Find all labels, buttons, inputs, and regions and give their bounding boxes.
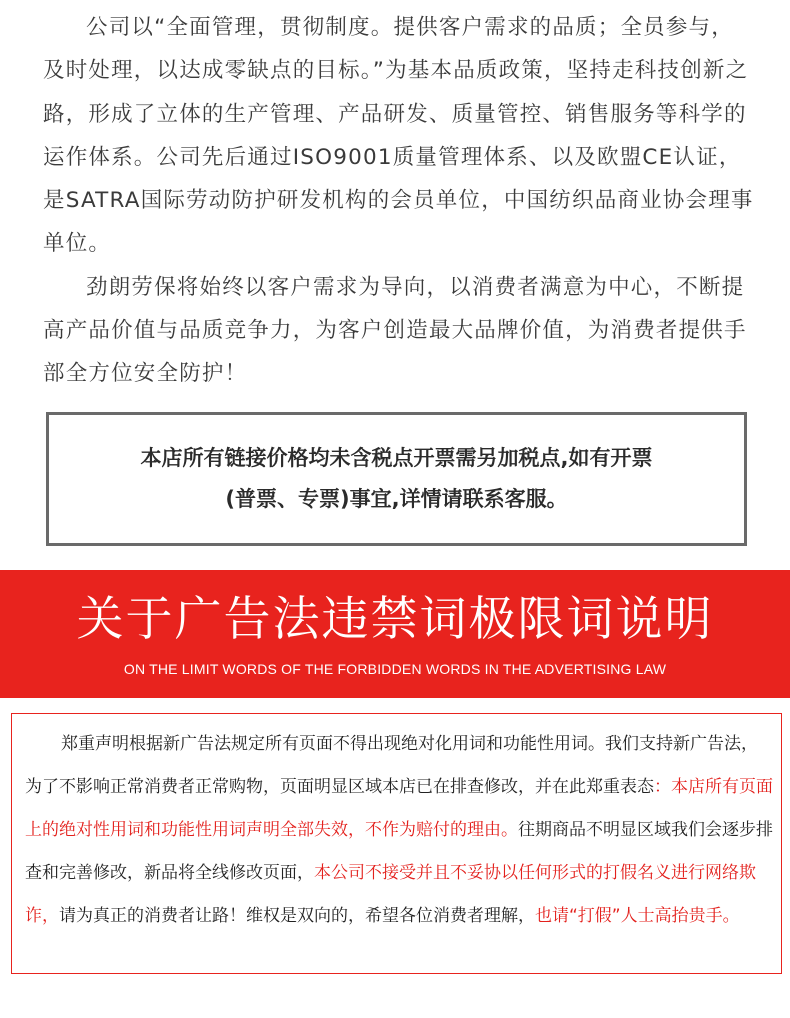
declaration-invalidation-red: ：本店所有页面上的绝对性用词和功能性用词声明全部失效，不作为赔付的理由。 [25, 777, 773, 840]
declaration-part-5: 请为真正的消费者让路！维权是双向的，希望各位消费者理解， [59, 906, 535, 926]
banner-title: 关于广告法违禁词极限词说明 [76, 592, 714, 647]
notice-line-2: (普票、专票)事宜,详情请联系客服。 [225, 487, 568, 511]
tax-invoice-notice [46, 412, 747, 546]
notice-line-1: 本店所有链接价格均未含税点开票需另加税点,如有开票 [140, 446, 653, 470]
declaration-part-3: 往期商品不明显区域我们会逐步排查和完善修改，新品将全线修改页面， [25, 820, 773, 883]
advertising-law-banner [0, 570, 790, 698]
tax-invoice-notice-text [141, 438, 653, 520]
intro-paragraph-brand-commitment: 劲朗劳保将始终以客户需求为导向，以消费者满意为中心，不断提高产品价值与品质竞争力，为客户创造最大品牌价值，为消费者提供手部全方位安全防护！ [43, 274, 747, 387]
company-introduction [43, 6, 755, 396]
declaration-part-1: 郑重声明根据新广告法规定所有页面不得出现绝对化用词和功能性用词。我们支持新广告法，为了不影响正常消费者正常购物，页面明显区域本店已在排查修改，并在此郑重表态 [25, 734, 758, 797]
legal-declaration-box [11, 713, 782, 974]
declaration-anti-fraud-red: 本公司不接受并且不妥协以任何形式的打假名义进行网络欺诈， [25, 863, 756, 926]
declaration-closing-red: 也请“打假”人士高抬贵手。 [535, 906, 740, 926]
banner-subtitle: ON THE LIMIT WORDS OF THE FORBIDDEN WORDS IN THE ADVERTISING LAW [123, 661, 667, 677]
legal-declaration-text [25, 723, 773, 938]
intro-paragraph-quality-policy: 公司以“全面管理，贯彻制度。提供客户需求的品质；全员参与，及时处理，以达成零缺点的目标。”为基本品质政策，坚持走科技创新之路，形成了立体的生产管理、产品研发、质量管控、销售服务等科学的运作体系。公司先后通过ISO9001质量管理体系、以及欧盟CE认证，是SATRA国际劳动防护研发机构的会员单位，中国纺织品商业协会理事单位。 [43, 15, 754, 257]
